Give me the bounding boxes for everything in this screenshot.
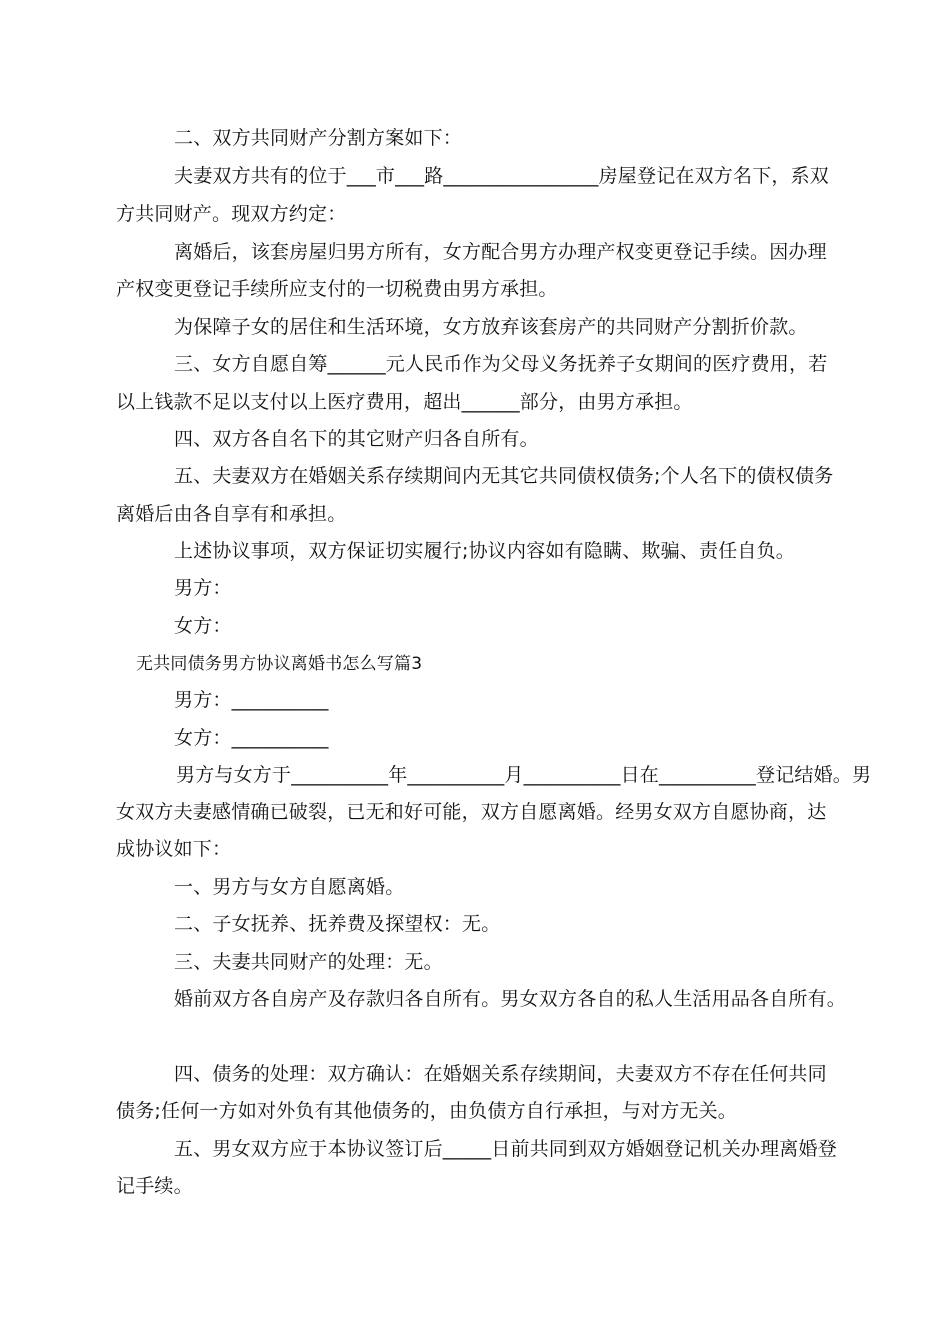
paragraph-line: 男方与女方于__________年__________月__________日在__________登记结婚。男	[176, 764, 872, 786]
section-2-heading: 二、双方共同财产分割方案如下：	[174, 127, 463, 149]
female-party-line: 女方：__________	[174, 727, 329, 749]
clause-2: 二、子女抚养、抚养费及探望权：无。	[174, 913, 501, 935]
male-party-line: 男方：__________	[174, 689, 329, 711]
paragraph-line: 女双方夫妻感情确已破裂，已无和好可能，双方自愿离婚。经男女双方自愿协商，达	[116, 801, 827, 823]
paragraph-line: 离婚后由各自享有和承担。	[116, 503, 347, 525]
paragraph-line: 四、双方各自名下的其它财产归各自所有。	[174, 428, 539, 450]
paragraph-line: 上述协议事项，双方保证切实履行;协议内容如有隐瞒、欺骗、责任自负。	[174, 540, 796, 562]
paragraph-line: 五、夫妻双方在婚姻关系存续期间内无其它共同债权债务;个人名下的债权债务	[174, 465, 834, 487]
article-title: 无共同债务男方协议离婚书怎么写篇3	[136, 654, 423, 674]
paragraph-line: 三、女方自愿自筹______元人民币作为父母义务抚养子女期间的医疗费用，若	[174, 353, 828, 375]
clause-1: 一、男方与女方自愿离婚。	[174, 876, 405, 898]
paragraph-line: 成协议如下：	[116, 838, 232, 860]
paragraph-line: 离婚后，该套房屋归男方所有，女方配合男方办理产权变更登记手续。因办理	[174, 241, 827, 263]
clause-4: 四、债务的处理：双方确认：在婚姻关系存续期间，夫妻双方不存在任何共同	[174, 1063, 827, 1085]
paragraph-line: 记手续。	[116, 1175, 193, 1197]
paragraph-line: 产权变更登记手续所应支付的一切税费由男方承担。	[116, 278, 558, 300]
paragraph-line: 债务;任何一方如对外负有其他债务的，由负债方自行承担，与对方无关。	[116, 1100, 738, 1122]
paragraph-line: 婚前双方各自房产及存款归各自所有。男女双方各自的私人生活用品各自所有。	[174, 988, 847, 1010]
paragraph-line: 以上钱款不足以支付以上医疗费用，超出______部分，由男方承担。	[116, 391, 693, 413]
paragraph-line: 夫妻双方共有的位于___市___路________________房屋登记在双方名下，系双	[174, 165, 830, 187]
clause-3: 三、夫妻共同财产的处理：无。	[174, 951, 443, 973]
paragraph-line: 为保障子女的居住和生活环境，女方放弃该套房产的共同财产分割折价款。	[174, 316, 808, 338]
paragraph-line: 方共同财产。现双方约定：	[116, 203, 347, 225]
clause-5: 五、男女双方应于本协议签订后_____日前共同到双方婚姻登记机关办理离婚登	[174, 1138, 837, 1160]
signature-female-label: 女方：	[174, 615, 232, 637]
signature-male-label: 男方：	[174, 577, 232, 599]
